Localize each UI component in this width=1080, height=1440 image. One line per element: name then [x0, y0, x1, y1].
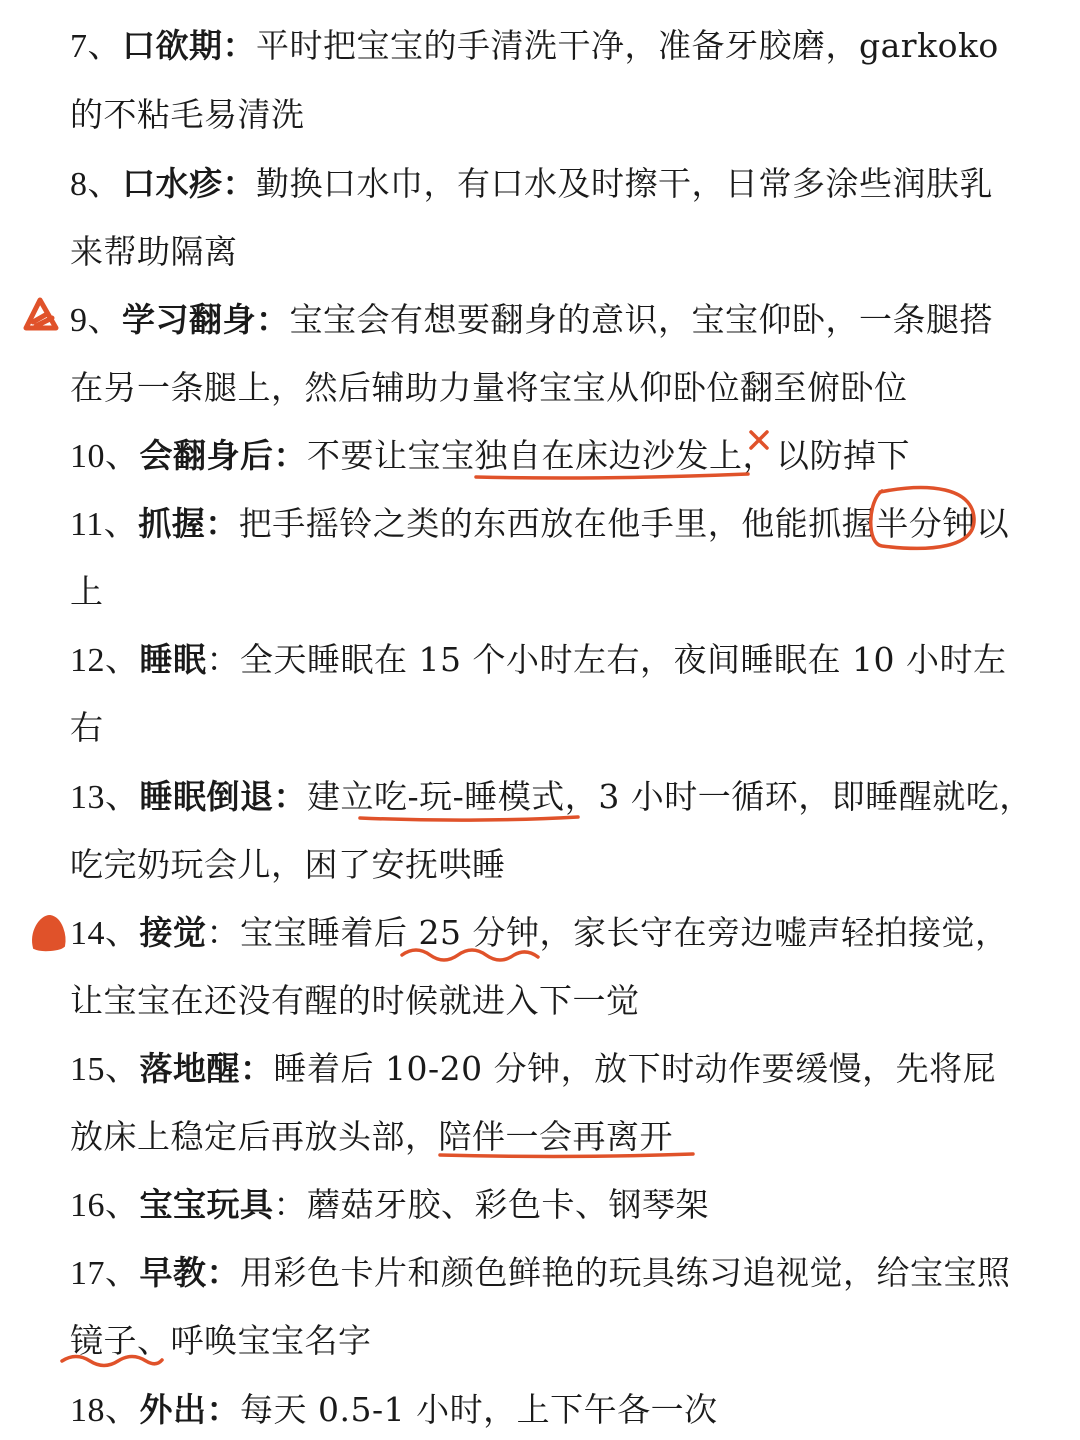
item-body: 睡着后 10-20 分钟，放下时动作要缓慢，先将屁	[273, 1049, 997, 1088]
item-15-line	[70, 1041, 996, 1097]
item-number: 16、	[70, 1187, 140, 1224]
item-number: 7、	[70, 28, 122, 65]
item-body: ：全天睡眠在 15 个小时左右，夜间睡眠在 10 小时左	[206, 640, 1007, 679]
item-16-line	[70, 1177, 709, 1233]
item-13-continuation	[70, 837, 506, 893]
item-number: 11、	[70, 506, 139, 543]
highlighted-phrase: 镜子、	[70, 1321, 171, 1360]
item-number: 17、	[70, 1255, 140, 1292]
item-body: ：宝宝睡着后	[206, 913, 419, 952]
item-body: 平时把宝宝的手清洗干净，准备牙胶磨，garkoko	[256, 26, 999, 65]
item-number: 15、	[70, 1051, 140, 1088]
item-term: 外出：	[139, 1390, 240, 1429]
item-10-line	[70, 428, 910, 484]
item-body: 吃完奶玩会儿，困了安抚哄睡	[70, 845, 506, 884]
warning-triangle-mark	[26, 300, 56, 328]
item-15-continuation	[70, 1109, 673, 1165]
item-term: 学习翻身：	[122, 300, 290, 339]
item-body: 来帮助隔离	[70, 232, 238, 271]
item-14-continuation	[70, 973, 640, 1029]
item-11-continuation	[70, 564, 104, 620]
highlighted-phrase: 建立吃-玩-睡模式，	[307, 777, 599, 816]
item-8-line	[70, 156, 993, 212]
item-term: 睡眠倒退：	[139, 777, 307, 816]
item-18-line	[70, 1382, 718, 1438]
item-body: ：蘑菇牙胶、彩色卡、钢琴架	[273, 1185, 709, 1224]
item-8-continuation	[70, 224, 238, 280]
item-body: 在另一条腿上，然后辅助力量将宝宝从仰卧位翻至俯卧位	[70, 368, 908, 407]
item-14-line	[70, 905, 1008, 961]
item-term: 宝宝玩具	[139, 1185, 274, 1224]
item-13-line	[70, 769, 1033, 825]
item-term: 口欲期：	[122, 26, 256, 65]
item-11-line	[70, 496, 1009, 552]
item-number: 12、	[70, 642, 140, 679]
item-number: 8、	[70, 166, 122, 203]
item-body: 上	[70, 572, 104, 611]
item-7-continuation	[70, 87, 305, 143]
item-body: 把手摇铃之类的东西放在他手里，他能抓握	[238, 504, 876, 543]
item-body: 宝宝会有想要翻身的意识，宝宝仰卧，一条腿搭	[289, 300, 993, 339]
item-number: 9、	[70, 302, 122, 339]
warning-blob-mark	[33, 916, 64, 950]
item-12-continuation	[70, 700, 104, 756]
item-number: 14、	[70, 915, 140, 952]
item-body: 用彩色卡片和颜色鲜艳的玩具练习追视觉，给宝宝照	[240, 1253, 1011, 1292]
item-term: 早教：	[139, 1253, 240, 1292]
item-body: 勤换口水巾，有口水及时擦干，日常多涂些润肤乳	[256, 164, 993, 203]
item-body: 呼唤宝宝名字	[170, 1321, 372, 1360]
item-body: 3 小时一循环，即睡醒就吃，	[598, 777, 1033, 816]
item-17-line	[70, 1245, 1011, 1301]
circled-phrase: 半分钟	[875, 504, 976, 543]
item-number: 13、	[70, 779, 140, 816]
item-body: 的不粘毛易清洗	[70, 95, 305, 134]
item-number: 18、	[70, 1392, 140, 1429]
item-7-line	[70, 18, 999, 74]
item-body: 家长守在旁边嘘声轻拍接觉，	[572, 913, 1009, 952]
item-term: 落地醒：	[139, 1049, 274, 1088]
item-term: 口水疹：	[122, 164, 256, 203]
item-body: 放床上稳定后再放头部，	[70, 1117, 439, 1156]
item-term: 睡眠	[139, 640, 207, 679]
item-body: 以	[975, 504, 1010, 543]
item-9-line	[70, 292, 993, 348]
item-term: 抓握：	[138, 504, 239, 543]
item-number: 10、	[70, 438, 140, 475]
item-body: 让宝宝在还没有醒的时候就进入下一觉	[70, 981, 640, 1020]
item-term: 接觉	[139, 913, 207, 952]
item-9-continuation	[70, 360, 908, 416]
highlighted-phrase: 25 分钟，	[418, 913, 573, 952]
item-body: 每天 0.5-1 小时，上下午各一次	[240, 1390, 718, 1429]
item-12-line	[70, 632, 1006, 688]
highlighted-phrase: 独自在床边沙发上	[474, 436, 743, 475]
item-body: ，以防掉下	[742, 436, 910, 475]
highlighted-phrase: 陪伴一会再离开	[438, 1117, 673, 1156]
item-body: 右	[70, 708, 104, 747]
item-17-continuation	[70, 1313, 372, 1369]
item-term: 会翻身后：	[139, 436, 307, 475]
item-body: 不要让宝宝	[307, 436, 475, 475]
